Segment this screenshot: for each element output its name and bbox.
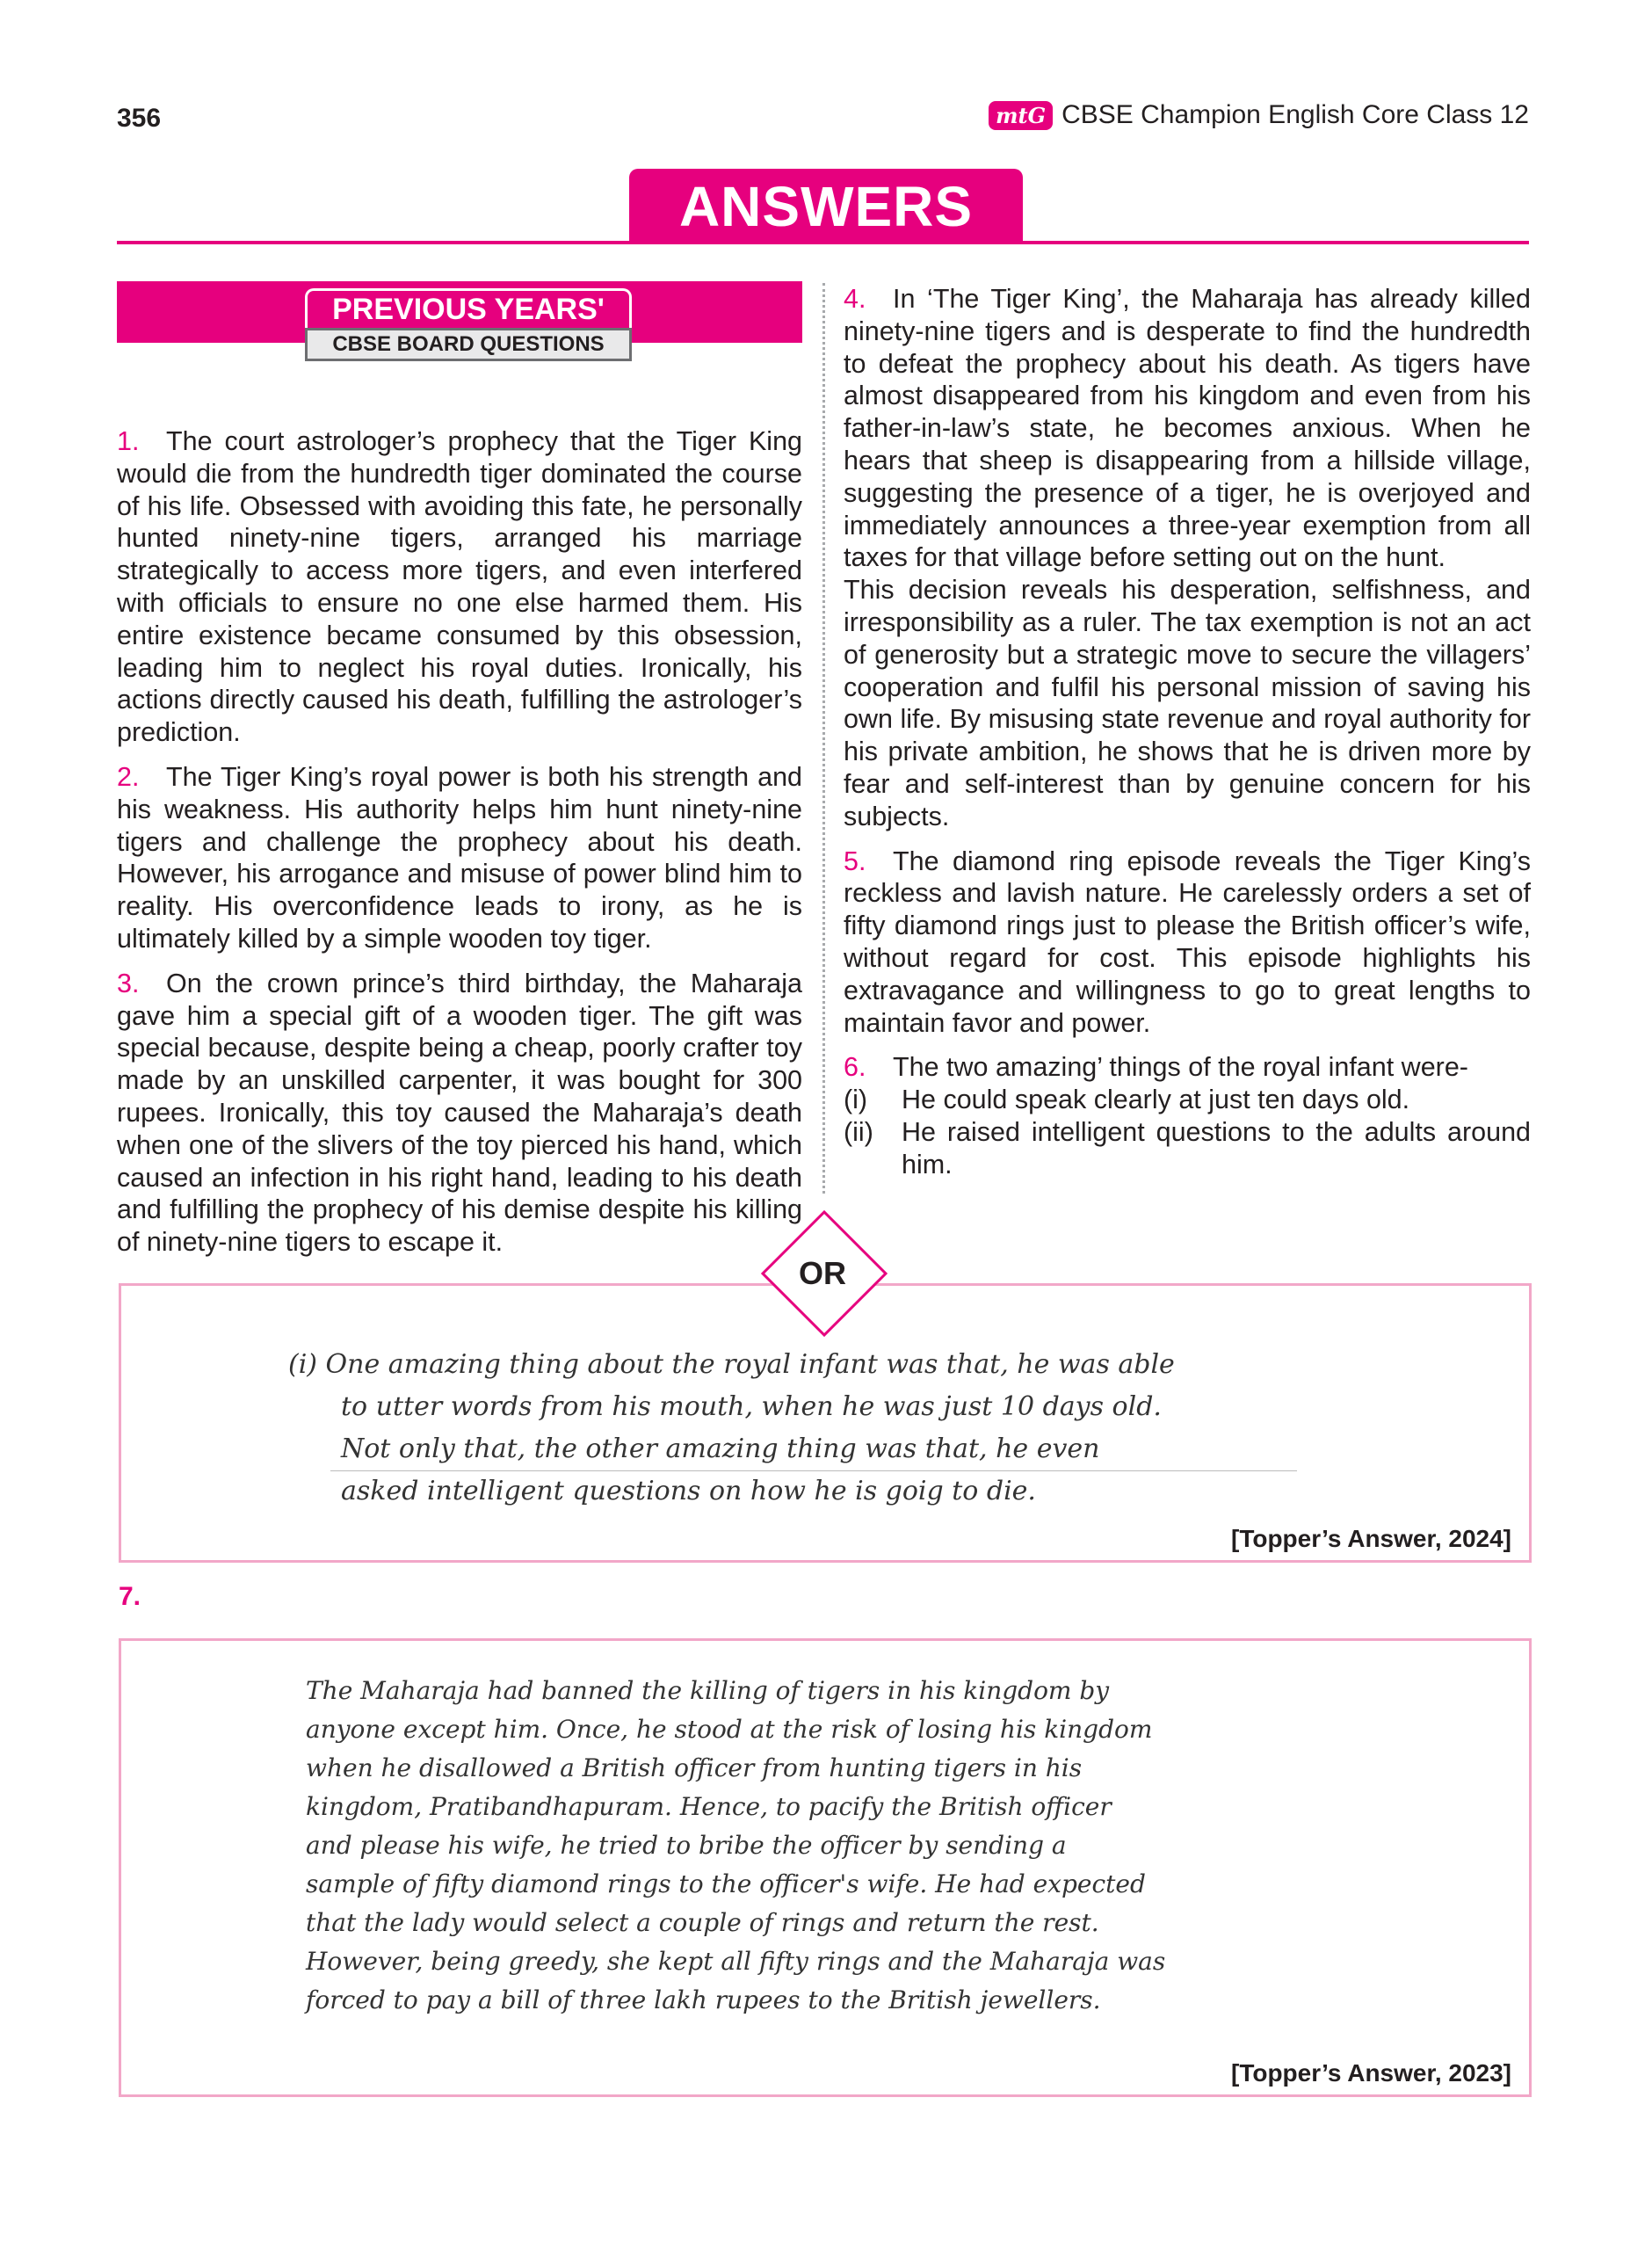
- answer-3: [117, 968, 802, 1259]
- handwritten-line: that the lady would select a couple of rings and return the rest.: [306, 1908, 1099, 1937]
- answer-text: The two amazing’ things of the royal infant were-: [893, 1052, 1468, 1083]
- handwritten-line: forced to pay a bill of three lakh rupees to the British jewellers.: [306, 1985, 1101, 2014]
- answer-6: [844, 1051, 1531, 1180]
- or-label: OR: [799, 1255, 846, 1291]
- answer-2: [117, 761, 802, 955]
- handwritten-line: asked intelligent questions on how he is goig to die.: [341, 1476, 1036, 1506]
- topper-caption: [Topper’s Answer, 2023]: [1231, 2059, 1511, 2087]
- publisher-logo: mtG: [989, 101, 1053, 130]
- answer-text: The Tiger King’s royal power is both his strength and his weakness. His authority helps him hunt ninety-nine tigers and challenge the prophecy about his death. However, his arrogance and misuse of power blind him to reality. His overconfidence leads to irony, as he is ultimately killed by a simple wooden toy tiger.: [117, 761, 802, 954]
- answer-1: [117, 425, 802, 749]
- handwritten-line: kingdom, Pratibandhapuram. Hence, to pacify the British officer: [306, 1792, 1112, 1821]
- section-title: ANSWERS: [629, 169, 1023, 243]
- page-number: 356: [117, 104, 162, 133]
- column-divider: [822, 283, 825, 1194]
- running-header: [989, 100, 1529, 130]
- pyq-badge-top: PREVIOUS YEARS': [305, 288, 632, 328]
- left-column: [117, 281, 802, 1271]
- answer-text: In ‘The Tiger King’, the Maharaja has already killed ninety-nine tigers and is desperate to find the hundredth to defeat the prophecy about his death. As tigers have almost disappeared from his kingdom and even from his father-in-law’s state, he becomes anxious. When he hears that sheep is disappearing from a hillside village, suggesting the presence of a tiger, he is overjoyed and immediately announces a three-year exemption from all taxes for that village before setting out on the hunt.: [844, 284, 1531, 573]
- answer-text: The diamond ring episode reveals the Tiger King’s reckless and lavish nature. He carelessly orders a set of fifty diamond rings just to please the British officer’s wife, without regard for cost. This episode highlights his extravagance and willingness to go to great lengths to maintain favor and power.: [844, 846, 1531, 1038]
- handwritten-line: The Maharaja had banned the killing of tigers in his kingdom by: [306, 1676, 1110, 1705]
- list-item: [844, 1116, 1531, 1181]
- topper-answer-2023: [119, 1638, 1532, 2097]
- answer-5: [844, 846, 1531, 1040]
- list-label: (ii): [844, 1116, 873, 1147]
- answer-number: 5.: [844, 846, 866, 876]
- handwritten-line: (i) One amazing thing about the royal infant was that, he was able: [288, 1349, 1175, 1380]
- answer-number: 3.: [117, 968, 140, 998]
- list-text: He could speak clearly at just ten days old.: [902, 1085, 1410, 1115]
- answer-4: [844, 283, 1531, 833]
- question-7-number: 7.: [119, 1582, 141, 1611]
- handwritten-line: when he disallowed a British officer from hunting tigers in his: [306, 1753, 1083, 1782]
- handwritten-line: anyone except him. Once, he stood at the risk of losing his kingdom: [306, 1715, 1153, 1744]
- topper-caption: [Topper’s Answer, 2024]: [1231, 1525, 1511, 1552]
- pyq-banner: [117, 281, 802, 356]
- pyq-badge: [305, 288, 632, 361]
- answer-number: 1.: [117, 426, 140, 456]
- answer-text-continued: This decision reveals his desperation, selfishness, and irresponsibility as a ruler. The tax exemption is not an act of generosity but a strategic move to secure the villagers’ cooperation and fulfil his personal mission of saving his own life. By misusing state revenue and royal authority for his private ambition, he shows that he is driven more by fear and self-interest than by genuine concern for his subjects.: [844, 575, 1531, 831]
- list-text: He raised intelligent questions to the adults around him.: [902, 1116, 1531, 1179]
- book-title: CBSE Champion English Core Class 12: [1061, 100, 1529, 129]
- answer-number: 2.: [117, 761, 140, 792]
- list-label: (i): [844, 1085, 868, 1115]
- pyq-badge-bottom: CBSE BOARD QUESTIONS: [305, 328, 632, 361]
- answer-text: On the crown prince’s third birthday, the Maharaja gave him a special gift of a wooden tiger. The gift was special because, despite being a cheap, poorly crafter toy made by an unskilled carpenter, it was bought for 300 rupees. Ironically, this toy caused the Maharaja’s death when one of the slivers of the toy pierced his hand, which caused an infection in his right hand, leading to his death and fulfilling the prophecy of his demise despite his killing of ninety-nine tigers to escape it.: [117, 968, 802, 1258]
- right-column: [844, 283, 1531, 1194]
- answer-number: 6.: [844, 1052, 866, 1083]
- handwritten-line: and please his wife, he tried to bribe the officer by sending a: [306, 1831, 1067, 1860]
- handwritten-line: sample of fifty diamond rings to the officer's wife. He had expected: [306, 1869, 1146, 1898]
- answer-number: 4.: [844, 284, 866, 314]
- ruled-line: [330, 1470, 1297, 1471]
- list-item: [844, 1084, 1531, 1116]
- handwritten-line: to utter words from his mouth, when he was just 10 days old.: [341, 1391, 1162, 1422]
- handwritten-line: Not only that, the other amazing thing was that, he even: [341, 1433, 1100, 1464]
- answer-text: The court astrologer’s prophecy that the Tiger King would die from the hundredth tiger dominated the course of his life. Obsessed with avoiding this fate, he personally hunted ninety-nine tigers, arranged his marriage strategically to access more tigers, and even interfered with officials to ensure no one else harmed them. His entire existence became consumed by this obsession, leading him to neglect his royal duties. Ironically, his actions directly caused his death, fulfilling the astrologer’s prediction.: [117, 426, 802, 748]
- handwritten-line: However, being greedy, she kept all fifty rings and the Maharaja was: [306, 1947, 1166, 1976]
